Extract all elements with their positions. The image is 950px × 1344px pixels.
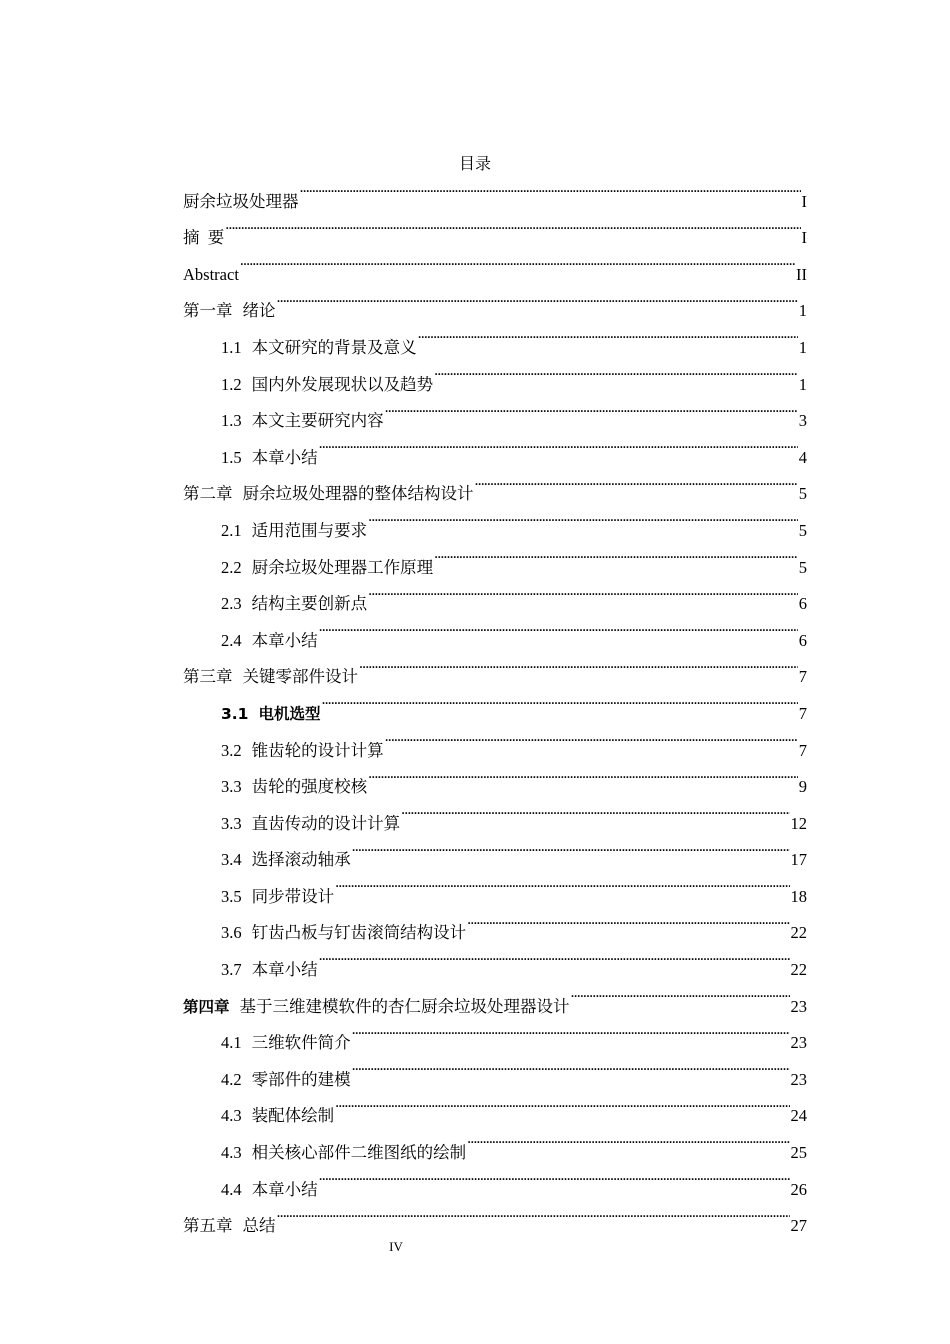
toc-entry-text bbox=[221, 696, 320, 733]
toc-dot-leader bbox=[335, 1085, 789, 1122]
toc-page-number: 23 bbox=[790, 1033, 807, 1053]
toc-page-number: 23 bbox=[790, 996, 807, 1016]
toc-entry-text bbox=[183, 293, 276, 330]
toc-page-number: 18 bbox=[790, 886, 807, 906]
toc-entry-label: 同步带设计 bbox=[251, 886, 335, 906]
toc-entry-text bbox=[183, 257, 239, 294]
toc-dot-leader bbox=[359, 646, 798, 683]
toc-entry-label: 基于三维建模软件的杏仁厨余垃圾处理器设计 bbox=[239, 996, 570, 1016]
toc-page-number: 5 bbox=[798, 484, 807, 504]
toc-entry-label: 结构主要创新点 bbox=[251, 594, 368, 614]
toc-chapter-number: 第一章 bbox=[183, 301, 233, 321]
toc-entry-label: 三维软件简介 bbox=[251, 1033, 351, 1053]
toc-page-number: 27 bbox=[790, 1216, 807, 1236]
toc-entry-label: 国内外发展现状以及趋势 bbox=[251, 374, 434, 394]
toc-entry-label: 装配体绘制 bbox=[251, 1106, 335, 1126]
toc-entry-label: 钉齿凸板与钉齿滚筒结构设计 bbox=[251, 923, 467, 943]
toc-page-number: 4 bbox=[798, 447, 807, 467]
toc-page-number: 7 bbox=[798, 703, 807, 723]
toc-page-number: 9 bbox=[798, 777, 807, 797]
toc-title: 目录 bbox=[458, 156, 491, 173]
toc-entry-label: 本章小结 bbox=[251, 1179, 318, 1199]
toc-entry-text bbox=[221, 769, 367, 806]
toc-entry[interactable] bbox=[183, 280, 807, 321]
toc-page-number: 26 bbox=[790, 1179, 807, 1199]
toc-dot-leader bbox=[277, 1195, 790, 1232]
toc-page-number: 1 bbox=[798, 301, 807, 321]
toc-dot-leader bbox=[319, 609, 798, 646]
toc-entry-label: 本章小结 bbox=[251, 630, 318, 650]
toc-entry-label: 锥齿轮的设计计算 bbox=[251, 740, 384, 760]
toc-dot-leader bbox=[467, 902, 789, 939]
toc-entry[interactable] bbox=[183, 243, 807, 284]
toc-section-number: 2.2 bbox=[221, 557, 242, 577]
toc-page-number: 7 bbox=[798, 667, 807, 687]
toc-entry-label: 选择滚动轴承 bbox=[251, 850, 351, 870]
toc-entry-text bbox=[183, 1208, 276, 1245]
table-of-contents bbox=[183, 170, 807, 1236]
toc-dot-leader bbox=[335, 865, 789, 902]
toc-page-number: 5 bbox=[798, 557, 807, 577]
toc-entry-label: 本文研究的背景及意义 bbox=[251, 337, 417, 357]
toc-entry-label: 齿轮的强度校核 bbox=[251, 777, 368, 797]
toc-page-number: 22 bbox=[790, 923, 807, 943]
toc-entry-text bbox=[183, 220, 224, 257]
toc-dot-leader bbox=[385, 390, 798, 427]
toc-section-number: 3.7 bbox=[221, 960, 242, 980]
toc-entry-label: Abstract bbox=[183, 264, 239, 284]
toc-dot-leader bbox=[300, 170, 801, 207]
toc-section-number: 2.1 bbox=[221, 520, 242, 540]
toc-entry[interactable] bbox=[183, 170, 807, 211]
toc-dot-leader bbox=[352, 829, 790, 866]
toc-section-number: 4.3 bbox=[221, 1143, 242, 1163]
toc-section-number: 3.5 bbox=[221, 886, 242, 906]
toc-chapter-number: 第三章 bbox=[183, 667, 233, 687]
toc-dot-leader bbox=[467, 1121, 789, 1158]
toc-section-number: 3.4 bbox=[221, 850, 242, 870]
toc-entry-text bbox=[221, 842, 351, 879]
toc-page-number: I bbox=[801, 191, 807, 211]
toc-entry-text bbox=[221, 1098, 334, 1135]
toc-page-number: 3 bbox=[798, 411, 807, 431]
toc-entry-label: 绪论 bbox=[242, 301, 276, 321]
toc-page-number: 5 bbox=[798, 520, 807, 540]
toc-entry-label: 相关核心部件二维图纸的绘制 bbox=[251, 1143, 467, 1163]
toc-section-number: 4.1 bbox=[221, 1033, 242, 1053]
toc-page-number: II bbox=[796, 264, 807, 284]
toc-entry[interactable] bbox=[183, 1195, 807, 1236]
toc-dot-leader bbox=[475, 463, 798, 500]
toc-dot-leader bbox=[319, 426, 798, 463]
toc-entry-text bbox=[221, 330, 417, 367]
toc-page-number: 22 bbox=[790, 960, 807, 980]
toc-page-number: 6 bbox=[798, 594, 807, 614]
toc-page-number: 7 bbox=[798, 740, 807, 760]
toc-entry[interactable] bbox=[183, 207, 807, 248]
toc-entry-text bbox=[221, 440, 318, 477]
toc-page-number: 1 bbox=[798, 374, 807, 394]
toc-dot-leader bbox=[434, 536, 798, 573]
toc-dot-leader bbox=[225, 207, 800, 244]
toc-page-number: 12 bbox=[790, 813, 807, 833]
toc-dot-leader bbox=[319, 1158, 790, 1195]
toc-entry-text bbox=[221, 952, 318, 989]
toc-section-number: 3.6 bbox=[221, 923, 242, 943]
toc-section-number: 4.2 bbox=[221, 1069, 242, 1089]
toc-dot-leader bbox=[240, 243, 795, 280]
toc-entry-label: 本章小结 bbox=[251, 960, 318, 980]
toc-entry[interactable] bbox=[183, 316, 807, 357]
toc-section-number: 2.3 bbox=[221, 594, 242, 614]
toc-entry-text bbox=[221, 623, 318, 660]
toc-entry-label: 适用范围与要求 bbox=[251, 520, 368, 540]
toc-section-number: 3.1 bbox=[221, 704, 249, 723]
toc-dot-leader bbox=[321, 682, 797, 719]
toc-section-number: 1.3 bbox=[221, 411, 242, 431]
toc-page-number: 23 bbox=[790, 1069, 807, 1089]
toc-dot-leader bbox=[434, 353, 798, 390]
toc-entry-label: 关键零部件设计 bbox=[242, 667, 358, 687]
toc-page-number: 1 bbox=[798, 337, 807, 357]
toc-entry-label: 零部件的建模 bbox=[251, 1069, 351, 1089]
toc-entry-label: 摘 要 bbox=[183, 228, 225, 248]
toc-dot-leader bbox=[352, 1012, 790, 1049]
toc-section-number: 4.3 bbox=[221, 1106, 242, 1126]
toc-entry-label: 厨余垃圾处理器工作原理 bbox=[251, 557, 434, 577]
toc-section-number: 2.4 bbox=[221, 630, 242, 650]
toc-dot-leader bbox=[571, 975, 790, 1012]
toc-section-number: 3.3 bbox=[221, 813, 242, 833]
toc-chapter-number: 第四章 bbox=[183, 997, 230, 1016]
toc-page-number: 24 bbox=[790, 1106, 807, 1126]
toc-dot-leader bbox=[368, 756, 798, 793]
toc-page-number: I bbox=[801, 228, 807, 248]
toc-section-number: 3.2 bbox=[221, 740, 242, 760]
toc-page-number: 6 bbox=[798, 630, 807, 650]
toc-entry-text bbox=[221, 733, 384, 770]
toc-page-number: 17 bbox=[790, 850, 807, 870]
toc-entry-label: 直齿传动的设计计算 bbox=[251, 813, 401, 833]
toc-dot-leader bbox=[418, 316, 798, 353]
toc-section-number: 1.1 bbox=[221, 337, 242, 357]
toc-entry-label: 总结 bbox=[242, 1216, 276, 1236]
toc-section-number: 3.3 bbox=[221, 777, 242, 797]
toc-chapter-number: 第二章 bbox=[183, 484, 233, 504]
toc-entry-label: 厨余垃圾处理器 bbox=[183, 191, 299, 211]
toc-entry-text bbox=[221, 1062, 351, 1099]
toc-dot-leader bbox=[368, 573, 798, 610]
toc-dot-leader bbox=[319, 938, 790, 975]
toc-section-number: 4.4 bbox=[221, 1179, 242, 1199]
toc-dot-leader bbox=[368, 499, 798, 536]
toc-dot-leader bbox=[277, 280, 798, 317]
toc-entry-label: 电机选型 bbox=[258, 704, 321, 723]
toc-entry-text bbox=[221, 513, 367, 550]
toc-entry-text bbox=[221, 879, 334, 916]
toc-section-number: 1.2 bbox=[221, 374, 242, 394]
toc-dot-leader bbox=[401, 792, 789, 829]
page-number: IV bbox=[389, 1239, 403, 1254]
toc-section-number: 1.5 bbox=[221, 447, 242, 467]
toc-entry-label: 厨余垃圾处理器的整体结构设计 bbox=[242, 484, 474, 504]
toc-dot-leader bbox=[385, 719, 798, 756]
toc-dot-leader bbox=[352, 1048, 790, 1085]
toc-entry-label: 本文主要研究内容 bbox=[251, 411, 384, 431]
toc-chapter-number: 第五章 bbox=[183, 1216, 233, 1236]
toc-page-number: 25 bbox=[790, 1143, 807, 1163]
toc-entry-text bbox=[221, 1025, 351, 1062]
toc-entry-label: 本章小结 bbox=[251, 447, 318, 467]
